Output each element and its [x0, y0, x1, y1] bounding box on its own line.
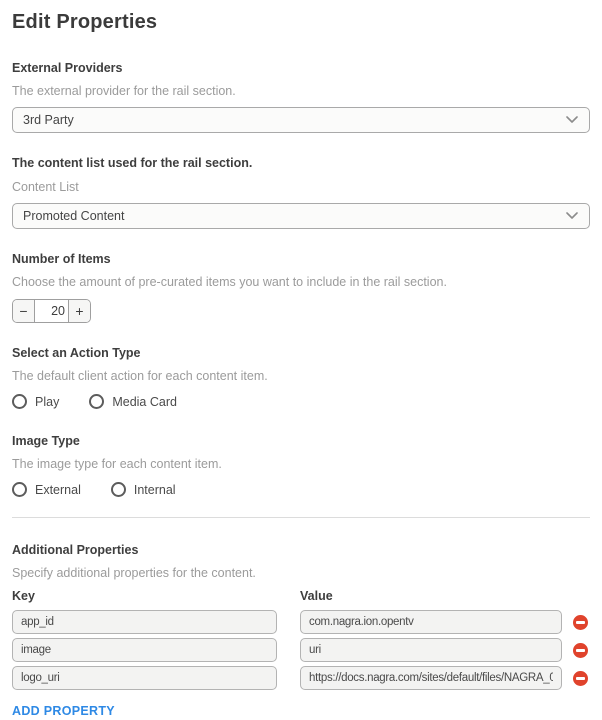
property-key-input[interactable]: [12, 638, 277, 662]
radio-button-icon[interactable]: [89, 394, 104, 409]
edit-properties-panel: [12, 8, 590, 720]
content-list-selected-value: Promoted Content: [23, 209, 125, 223]
content-list-select[interactable]: [12, 203, 590, 229]
number-of-items-section: [12, 251, 590, 323]
external-providers-label: External Providers: [12, 61, 123, 75]
property-value-input[interactable]: [300, 638, 562, 662]
radio-label: Media Card: [112, 394, 177, 409]
image-type-label: Image Type: [12, 434, 80, 448]
property-key-input[interactable]: [12, 666, 277, 690]
property-value-input[interactable]: [300, 666, 562, 690]
value-column-header: Value: [300, 589, 333, 603]
content-list-field-label: Content List: [12, 180, 79, 194]
image-type-description: The image type for each content item.: [12, 457, 222, 471]
property-key-input[interactable]: [12, 610, 277, 634]
content-list-heading: The content list used for the rail section.: [12, 156, 253, 170]
action-type-label: Select an Action Type: [12, 346, 141, 360]
property-row: [12, 610, 590, 634]
key-value-headers: [12, 589, 590, 603]
chevron-down-icon: [566, 116, 578, 124]
radio-option-internal[interactable]: [111, 482, 176, 497]
radio-option-media-card[interactable]: [89, 394, 177, 409]
remove-property-icon[interactable]: [573, 643, 588, 658]
number-of-items-description: Choose the amount of pre-curated items you want to include in the rail section.: [12, 275, 447, 289]
property-rows: [12, 610, 590, 690]
additional-properties-section: [12, 542, 590, 720]
remove-property-icon[interactable]: [573, 671, 588, 686]
image-type-section: [12, 433, 590, 497]
external-providers-selected-value: 3rd Party: [23, 113, 74, 127]
number-of-items-stepper: [12, 299, 91, 323]
radio-button-icon[interactable]: [12, 394, 27, 409]
increment-button[interactable]: +: [68, 300, 90, 322]
external-providers-select[interactable]: [12, 107, 590, 133]
radio-option-external[interactable]: [12, 482, 81, 497]
external-providers-description: The external provider for the rail section.: [12, 84, 236, 98]
radio-button-icon[interactable]: [12, 482, 27, 497]
radio-button-icon[interactable]: [111, 482, 126, 497]
radio-label: Internal: [133, 482, 176, 497]
radio-label: External: [35, 482, 81, 497]
additional-properties-description: Specify additional properties for the content.: [12, 566, 256, 580]
action-type-radio-group: [12, 394, 590, 409]
external-providers-section: [12, 60, 590, 133]
key-column-header: Key: [12, 589, 35, 603]
section-divider: [12, 517, 590, 518]
radio-label: Play: [35, 394, 60, 409]
number-of-items-label: Number of Items: [12, 252, 111, 266]
decrement-button[interactable]: −: [13, 300, 35, 322]
page-title: Edit Properties: [12, 11, 158, 33]
chevron-down-icon: [566, 212, 578, 220]
action-type-section: [12, 345, 590, 409]
add-property-button[interactable]: ADD PROPERTY: [12, 704, 115, 718]
additional-properties-label: Additional Properties: [12, 543, 139, 557]
image-type-radio-group: [12, 482, 590, 497]
remove-property-icon[interactable]: [573, 615, 588, 630]
property-row: [12, 666, 590, 690]
action-type-description: The default client action for each content item.: [12, 369, 268, 383]
property-value-input[interactable]: [300, 610, 562, 634]
number-of-items-input[interactable]: [35, 300, 68, 322]
property-row: [12, 638, 590, 662]
radio-option-play[interactable]: [12, 394, 59, 409]
content-list-section: [12, 155, 590, 229]
